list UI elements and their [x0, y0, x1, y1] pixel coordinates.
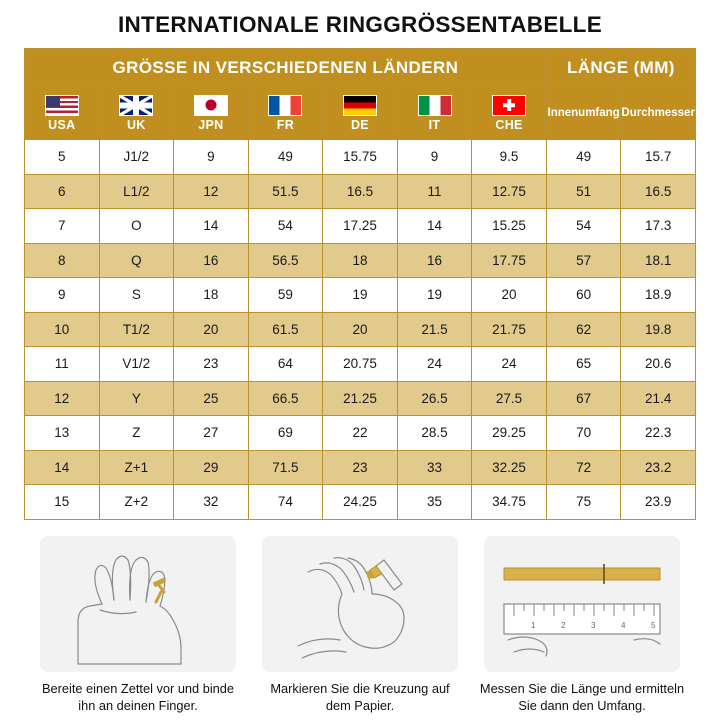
cell-it: 28.5	[397, 416, 472, 451]
cell-it: 33	[397, 450, 472, 485]
cell-che: 29.25	[472, 416, 547, 451]
cell-uk: O	[99, 209, 174, 244]
cell-de: 19	[323, 278, 398, 313]
cell-durchmesser: 23.2	[621, 450, 696, 485]
cell-usa: 6	[25, 174, 100, 209]
cell-che: 34.75	[472, 485, 547, 520]
cell-uk: Z+1	[99, 450, 174, 485]
step-2	[262, 536, 458, 715]
column-header-fr	[248, 88, 323, 140]
table-row	[25, 278, 696, 313]
cell-fr: 66.5	[248, 381, 323, 416]
cell-che: 17.75	[472, 243, 547, 278]
table-row	[25, 140, 696, 175]
cell-fr: 64	[248, 347, 323, 382]
cell-innenumfang: 67	[546, 381, 621, 416]
instruction-steps	[0, 536, 720, 715]
table-row	[25, 381, 696, 416]
table-header-groups	[25, 49, 696, 88]
column-header-durchmesser: Durchmesser	[621, 88, 696, 140]
country-code-usa: USA	[48, 117, 76, 132]
cell-fr: 51.5	[248, 174, 323, 209]
cell-usa: 8	[25, 243, 100, 278]
cell-innenumfang: 57	[546, 243, 621, 278]
cell-uk: S	[99, 278, 174, 313]
flag-uk-icon	[119, 95, 153, 116]
cell-it: 24	[397, 347, 472, 382]
cell-usa: 7	[25, 209, 100, 244]
cell-jpn: 9	[174, 140, 249, 175]
cell-it: 19	[397, 278, 472, 313]
cell-de: 20.75	[323, 347, 398, 382]
svg-text:3: 3	[591, 620, 596, 630]
column-header-jpn	[174, 88, 249, 140]
page-title: INTERNATIONALE RINGGRÖSSENTABELLE	[117, 12, 603, 37]
cell-de: 15.75	[323, 140, 398, 175]
country-code-uk: UK	[126, 117, 146, 132]
cell-innenumfang: 72	[546, 450, 621, 485]
step-1-caption: Bereite einen Zettel vor und binde ihn an deinen Finger.	[41, 680, 235, 713]
flag-it-icon	[418, 95, 452, 116]
cell-usa: 12	[25, 381, 100, 416]
cell-durchmesser: 15.7	[621, 140, 696, 175]
cell-fr: 59	[248, 278, 323, 313]
step-3	[479, 536, 685, 715]
cell-uk: V1/2	[99, 347, 174, 382]
country-code-che: CHE	[495, 117, 523, 132]
cell-uk: Z	[99, 416, 174, 451]
cell-de: 24.25	[323, 485, 398, 520]
header-group-sizes: GRÖSSE IN VERSCHIEDENEN LÄNDERN	[25, 49, 547, 88]
cell-che: 21.75	[472, 312, 547, 347]
cell-it: 35	[397, 485, 472, 520]
cell-durchmesser: 23.9	[621, 485, 696, 520]
cell-de: 23	[323, 450, 398, 485]
cell-jpn: 12	[174, 174, 249, 209]
cell-usa: 13	[25, 416, 100, 451]
cell-che: 12.75	[472, 174, 547, 209]
cell-usa: 11	[25, 347, 100, 382]
cell-innenumfang: 60	[546, 278, 621, 313]
cell-fr: 56.5	[248, 243, 323, 278]
cell-jpn: 20	[174, 312, 249, 347]
cell-durchmesser: 18.1	[621, 243, 696, 278]
cell-che: 24	[472, 347, 547, 382]
cell-de: 17.25	[323, 209, 398, 244]
column-header-usa	[25, 88, 100, 140]
table-row	[25, 243, 696, 278]
header-group-length: LÄNGE (MM)	[546, 49, 695, 88]
cell-de: 21.25	[323, 381, 398, 416]
svg-text:1: 1	[531, 620, 536, 630]
country-code-de: DE	[350, 117, 369, 132]
cell-de: 16.5	[323, 174, 398, 209]
cell-uk: T1/2	[99, 312, 174, 347]
table-header-columns	[25, 88, 696, 140]
cell-innenumfang: 62	[546, 312, 621, 347]
cell-che: 15.25	[472, 209, 547, 244]
cell-fr: 71.5	[248, 450, 323, 485]
cell-uk: Z+2	[99, 485, 174, 520]
column-header-che	[472, 88, 547, 140]
column-header-de	[323, 88, 398, 140]
cell-che: 20	[472, 278, 547, 313]
cell-durchmesser: 19.8	[621, 312, 696, 347]
column-header-it	[397, 88, 472, 140]
cell-de: 18	[323, 243, 398, 278]
cell-it: 26.5	[397, 381, 472, 416]
cell-it: 11	[397, 174, 472, 209]
cell-innenumfang: 49	[546, 140, 621, 175]
column-header-innenumfang: Innenumfang	[546, 88, 621, 140]
country-code-fr: FR	[276, 117, 295, 132]
cell-fr: 49	[248, 140, 323, 175]
svg-text:2: 2	[561, 620, 566, 630]
step-1	[40, 536, 236, 715]
step-2-caption: Markieren Sie die Kreuzung auf dem Papier.	[270, 680, 450, 713]
ruler-measuring-paper-strip-illustration	[484, 536, 680, 672]
cell-uk: J1/2	[99, 140, 174, 175]
cell-fr: 61.5	[248, 312, 323, 347]
table-row	[25, 174, 696, 209]
cell-jpn: 14	[174, 209, 249, 244]
cell-uk: Q	[99, 243, 174, 278]
hand-with-paper-strip-on-finger-illustration	[40, 536, 236, 672]
flag-jpn-icon	[194, 95, 228, 116]
flag-che-icon	[492, 95, 526, 116]
step-3-caption: Messen Sie die Länge und ermitteln Sie dann den Umfang.	[479, 680, 685, 713]
cell-it: 21.5	[397, 312, 472, 347]
cell-durchmesser: 18.9	[621, 278, 696, 313]
country-code-it: IT	[428, 117, 441, 132]
table-row	[25, 485, 696, 520]
svg-text:4: 4	[621, 620, 626, 630]
table-row	[25, 347, 696, 382]
cell-durchmesser: 16.5	[621, 174, 696, 209]
cell-jpn: 16	[174, 243, 249, 278]
hand-marking-paper-with-pen-illustration	[262, 536, 458, 672]
cell-it: 9	[397, 140, 472, 175]
cell-che: 9.5	[472, 140, 547, 175]
cell-innenumfang: 75	[546, 485, 621, 520]
cell-che: 27.5	[472, 381, 547, 416]
cell-de: 20	[323, 312, 398, 347]
svg-text:5: 5	[651, 620, 656, 630]
cell-durchmesser: 20.6	[621, 347, 696, 382]
cell-jpn: 27	[174, 416, 249, 451]
cell-it: 14	[397, 209, 472, 244]
country-code-jpn: JPN	[198, 117, 224, 132]
flag-fr-icon	[268, 95, 302, 116]
cell-durchmesser: 17.3	[621, 209, 696, 244]
cell-jpn: 23	[174, 347, 249, 382]
cell-jpn: 25	[174, 381, 249, 416]
table-row	[25, 450, 696, 485]
cell-fr: 69	[248, 416, 323, 451]
cell-fr: 54	[248, 209, 323, 244]
cell-uk: Y	[99, 381, 174, 416]
cell-fr: 74	[248, 485, 323, 520]
cell-usa: 10	[25, 312, 100, 347]
cell-innenumfang: 70	[546, 416, 621, 451]
cell-de: 22	[323, 416, 398, 451]
table-row	[25, 312, 696, 347]
cell-it: 16	[397, 243, 472, 278]
cell-jpn: 32	[174, 485, 249, 520]
cell-durchmesser: 22.3	[621, 416, 696, 451]
cell-jpn: 29	[174, 450, 249, 485]
cell-usa: 15	[25, 485, 100, 520]
flag-de-icon	[343, 95, 377, 116]
cell-usa: 5	[25, 140, 100, 175]
cell-durchmesser: 21.4	[621, 381, 696, 416]
cell-jpn: 18	[174, 278, 249, 313]
cell-innenumfang: 51	[546, 174, 621, 209]
cell-uk: L1/2	[99, 174, 174, 209]
ring-size-table	[24, 48, 696, 520]
column-header-uk	[99, 88, 174, 140]
cell-che: 32.25	[472, 450, 547, 485]
cell-innenumfang: 65	[546, 347, 621, 382]
table-row	[25, 416, 696, 451]
cell-usa: 14	[25, 450, 100, 485]
table-row	[25, 209, 696, 244]
cell-usa: 9	[25, 278, 100, 313]
cell-innenumfang: 54	[546, 209, 621, 244]
flag-usa-icon	[45, 95, 79, 116]
